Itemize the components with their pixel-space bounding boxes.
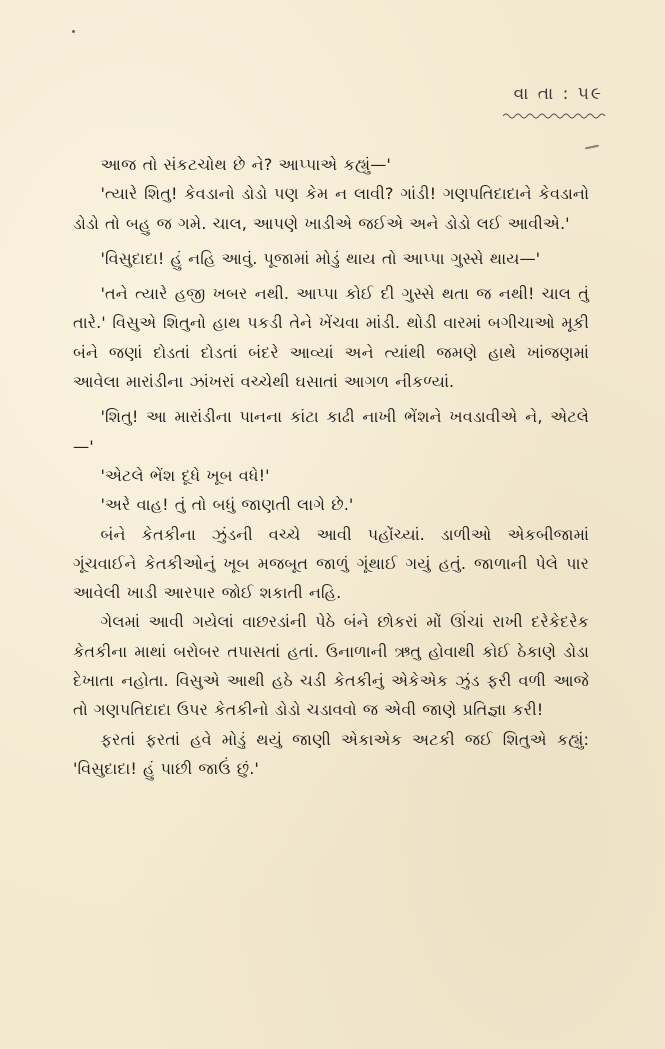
paragraph: ફરતાં ફરતાં હવે મોડું થયું જાણી એકાએક અટકી જઈ શિતુએ કહ્યું: 'વિસુદાદા! હું પાછી જાઉં છું.' bbox=[73, 729, 589, 778]
paper-speck bbox=[72, 30, 75, 33]
paragraph: 'વિસુદાદા! હું નહિ આવું. પૂજામાં મોડું થાય તો આપ્પા ગુસ્સે થાય—' bbox=[100, 248, 541, 268]
running-head-underline bbox=[503, 112, 607, 120]
paragraph: બંને કેતકીના ઝુંડની વચ્ચે આવી પહોંચ્યાં. ડાળીઓ એકબીજામાં ગૂંચવાઈને કેતકીઓનું ખૂબ મજબૂત જાળું ગૂંથાઈ ગયું હતું. જાળાની પેલે પાર આવેલી ખાડી આરપાર જોઈ શકાતી નહિ. bbox=[73, 524, 589, 603]
paragraph: આજ તો સંકટચોથ છે ને? આપ્પાએ કહ્યું—' bbox=[100, 155, 391, 174]
paragraph: 'અરે વાહ! તું તો બધું જાણતી લાગે છે.' bbox=[100, 495, 354, 515]
paragraph: 'તને ત્યારે હજી ખબર નથી. આપ્પા કોઈ દી ગુસ્સે થતા જ નથી! ચાલ તું તારે.' વિસુએ શિતુનો હાથ પકડી તેને ખેંચવા માંડી. થોડી વારમાં બગીચાઓ મૂકી બંને જણાં દોડતાં દોડતાં બંદરે આવ્યાં અને ત્યાંથી જમણે હાથે ખાંજણમાં આવેલા મારાંડીના ઝાંખરાં વચ્ચેથી ઘસાતાં આગળ નીકળ્યાં. bbox=[73, 284, 589, 392]
running-head: વા તા : ૫૯ bbox=[513, 84, 603, 104]
body-text bbox=[73, 150, 589, 783]
paragraph: 'એટલે ભેંશ દૂધે ખૂબ વધે!' bbox=[100, 465, 270, 485]
paper-speck bbox=[585, 145, 599, 150]
paragraph: 'શિતુ! આ મારાંડીના પાનના કાંટા કાઢી નાખી ભેંશને ખવડાવીએ ને, એટલે—' bbox=[73, 407, 589, 456]
paragraph: 'ત્યારે શિતુ! કેવડાનો ડોડો પણ કેમ ન લાવી? ગાંડી! ગણપતિદાદાને કેવડાનો ડોડો તો બહુ જ ગમે. ચાલ, આપણે ખાડીએ જઈએ અને ડોડો લઈ આવીએ.' bbox=[73, 184, 589, 233]
paragraph: ગેલમાં આવી ગયેલાં વાછરડાંની પેઠે બંને છોકરાં મોં ઊંચાં રાખી દરેકેદરેક કેતકીના માથાં બરોબર તપાસતાં હતાં. ઉનાળાની ઋતુ હોવાથી કોઈ ઠેકાણે ડોડા દેખાતા નહોતા. વિસુએ આથી હઠે ચડી કેતકીનું એકેએક ઝુંડ ફરી વળી આજે તો ગણપતિદાદા ઉપર કેતકીનો ડોડો ચડાવવો જ એવી જાણે પ્રતિજ્ઞા કરી! bbox=[73, 612, 589, 720]
